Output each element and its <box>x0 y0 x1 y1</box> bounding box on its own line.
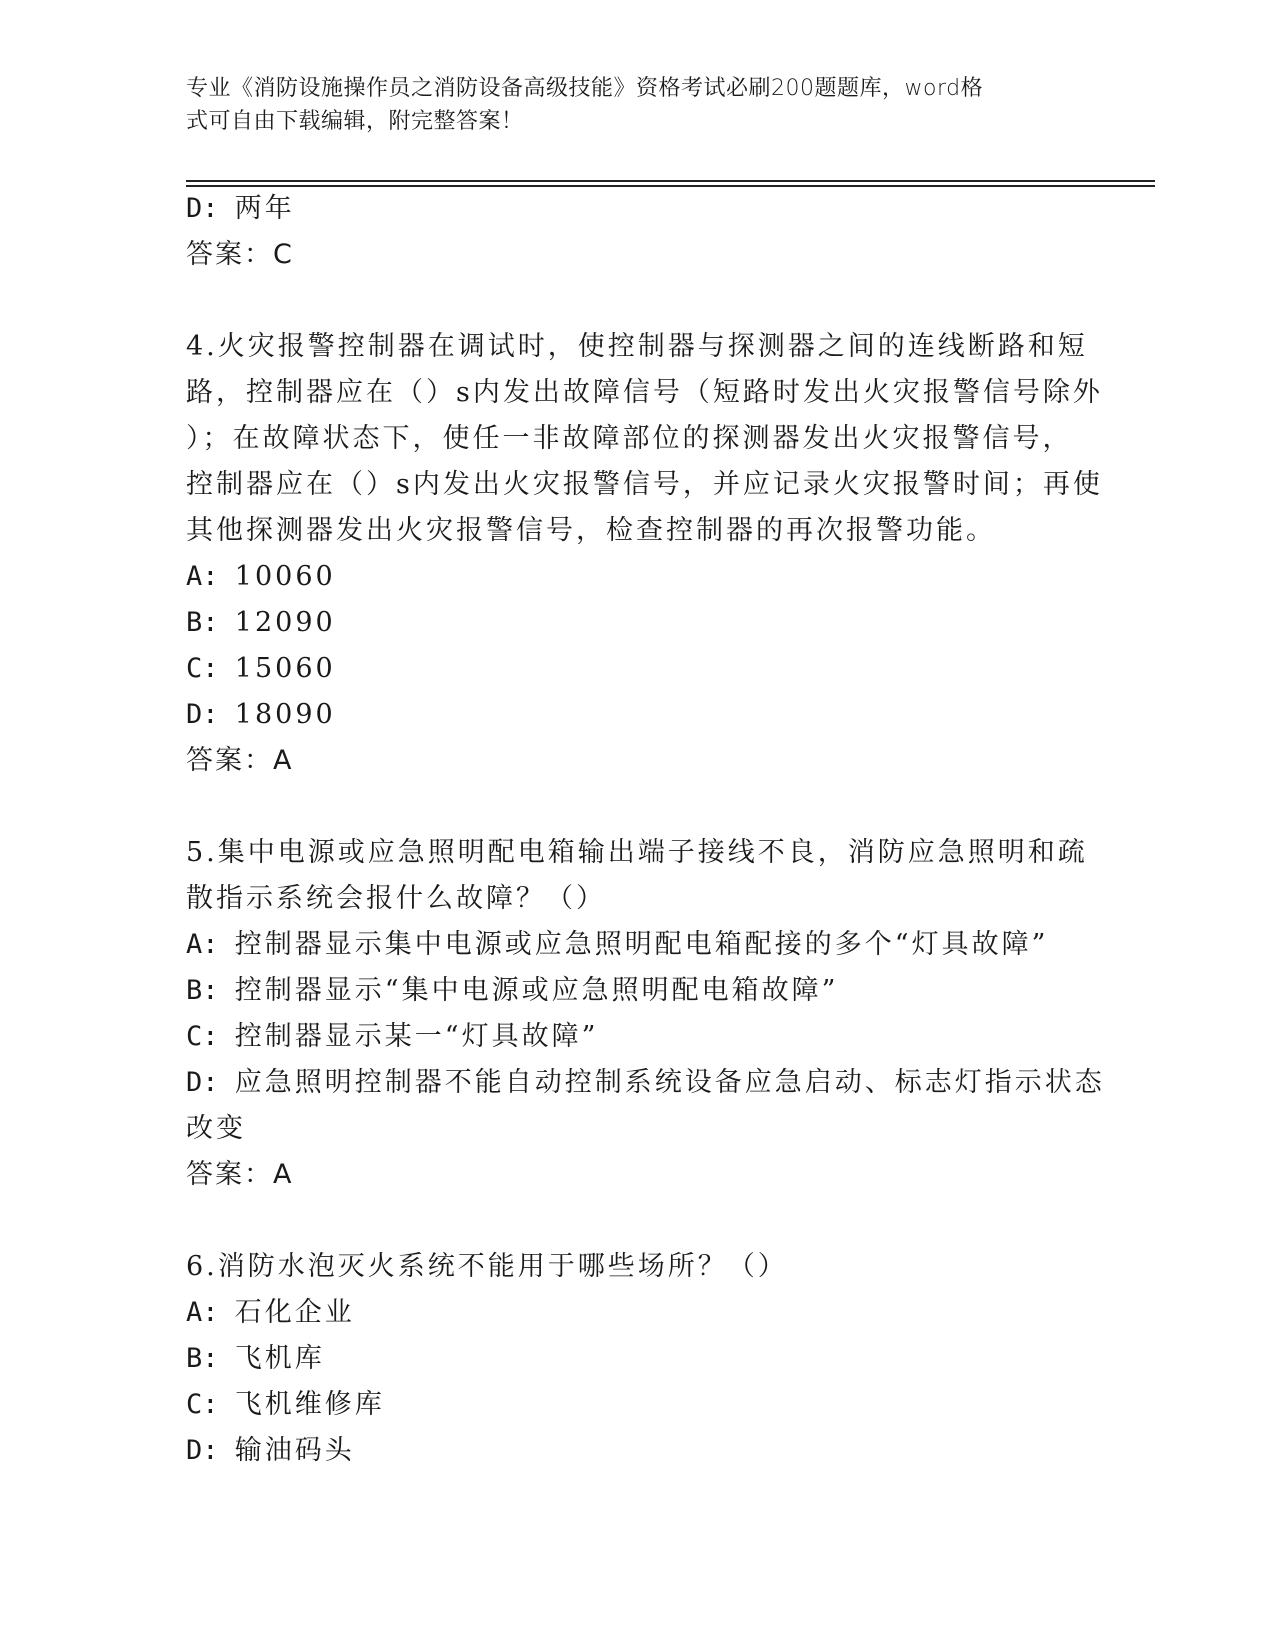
question-content <box>186 186 1105 1474</box>
q5-option-a <box>186 922 1086 968</box>
q4-option-b <box>186 600 1086 646</box>
header-divider-top <box>186 180 1155 182</box>
option-key: A: <box>186 1297 235 1328</box>
q4-answer: 答案：A <box>186 745 294 776</box>
q4-stem-line: 控制器应在（）s内发出火灾报警信号，并应记录火灾报警时间；再使 <box>186 469 1103 500</box>
option-key: D: <box>186 1435 235 1466</box>
option-text: 飞机维修库 <box>234 1389 385 1420</box>
q6-stem <box>186 1244 1086 1290</box>
option-key: B: <box>186 1343 235 1374</box>
option-text: 15060 <box>234 653 336 684</box>
q4-option-a <box>186 554 1086 600</box>
q4-stem-line: ）；在故障状态下，使任一非故障部位的探测器发出火灾报警信号， <box>186 423 1073 454</box>
q5-option-c <box>186 1014 1086 1060</box>
q6-option-c <box>186 1382 1086 1428</box>
q6-option-b <box>186 1336 1086 1382</box>
q6-option-a <box>186 1290 1086 1336</box>
q3-answer: 答案：C <box>186 239 294 270</box>
option-text: 12090 <box>234 607 336 638</box>
option-key: B: <box>186 975 235 1006</box>
q5-option-b <box>186 968 1086 1014</box>
q4-stem-line: 4.火灾报警控制器在调试时，使控制器与探测器之间的连线断路和短 <box>186 331 1088 362</box>
option-text: 两年 <box>234 193 295 224</box>
option-key: D: <box>186 193 235 224</box>
q3-option-d <box>186 186 1086 232</box>
option-key: C: <box>186 1389 235 1420</box>
q4-stem <box>186 324 1103 554</box>
q4-option-c <box>186 646 1086 692</box>
q5-stem-line: 5.集中电源或应急照明配电箱输出端子接线不良，消防应急照明和疏 <box>186 837 1088 868</box>
document-header <box>186 72 1066 138</box>
option-key: B: <box>186 607 235 638</box>
option-key: A: <box>186 561 235 592</box>
option-text: 18090 <box>234 699 336 730</box>
option-text: 石化企业 <box>234 1297 355 1328</box>
q4-option-d <box>186 692 1086 738</box>
header-line-1: 专业《消防设施操作员之消防设备高级技能》资格考试必刷200题题库，word格 <box>186 76 984 101</box>
q6-option-d <box>186 1428 1086 1474</box>
q5-stem-line: 散指示系统会报什么故障？（） <box>186 883 606 914</box>
q6-stem-line: 6.消防水泡灭火系统不能用于哪些场所？（） <box>186 1251 788 1282</box>
option-key: C: <box>186 653 235 684</box>
q5-stem <box>186 830 1086 922</box>
q5-option-d-continuation: 改变 <box>186 1113 246 1144</box>
option-text: 控制器显示“集中电源或应急照明配电箱故障” <box>234 975 839 1006</box>
option-key: D: <box>186 1067 235 1098</box>
q5-answer: 答案：A <box>186 1159 294 1190</box>
option-text: 输油码头 <box>234 1435 355 1466</box>
header-line-2: 式可自由下载编辑，附完整答案！ <box>186 109 524 134</box>
q4-stem-line: 路，控制器应在（）s内发出故障信号（短路时发出火灾报警信号除外 <box>186 377 1103 408</box>
q5-option-d <box>186 1060 1105 1106</box>
option-key: C: <box>186 1021 235 1052</box>
option-text: 控制器显示某一“灯具故障” <box>234 1021 599 1052</box>
option-text: 控制器显示集中电源或应急照明配电箱配接的多个“灯具故障” <box>234 929 1049 960</box>
q4-stem-line: 其他探测器发出火灾报警信号，检查控制器的再次报警功能。 <box>186 515 996 546</box>
option-text: 飞机库 <box>234 1343 325 1374</box>
option-text: 10060 <box>234 561 336 592</box>
option-text: 应急照明控制器不能自动控制系统设备应急启动、标志灯指示状态 <box>234 1067 1105 1098</box>
option-key: D: <box>186 699 235 730</box>
option-key: A: <box>186 929 235 960</box>
